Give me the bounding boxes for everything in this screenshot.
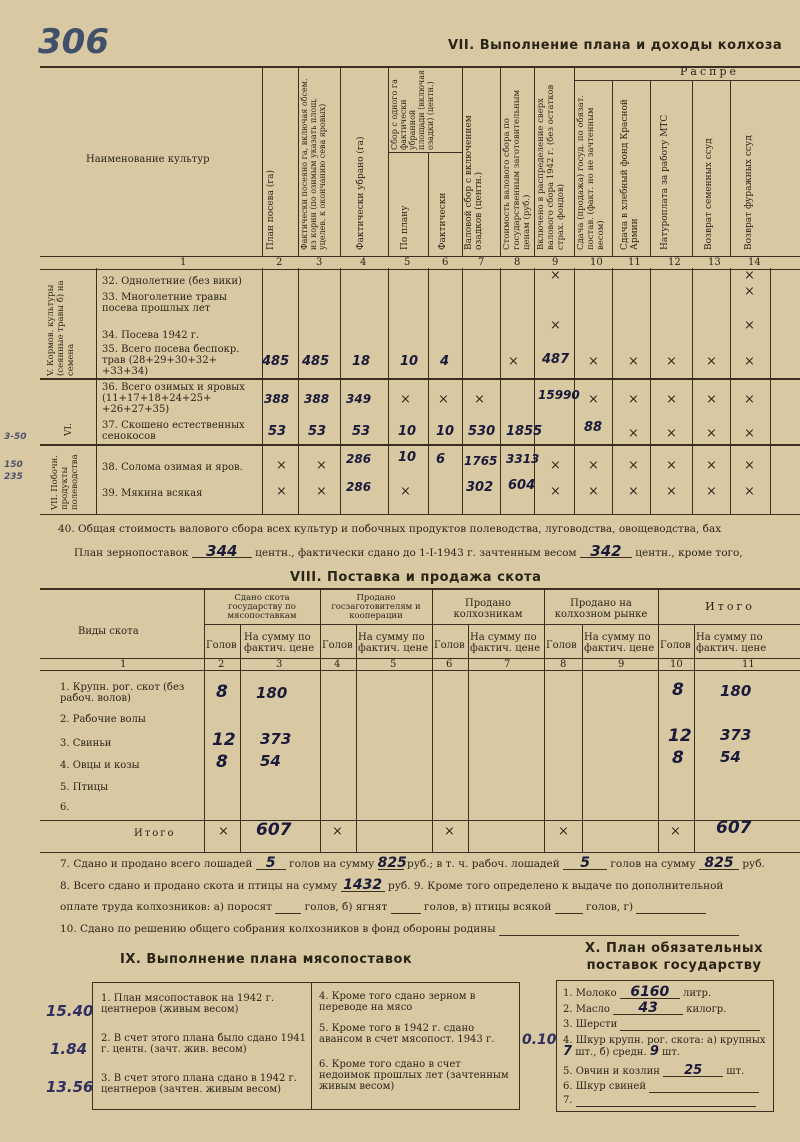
sub-sum-4: На сумму по фактич. цене	[584, 632, 655, 654]
row-34-label: 34. Посева 1942 г.	[102, 330, 200, 341]
sub-heads-3: Голов	[434, 640, 465, 651]
delivery-other: 7.	[563, 1095, 756, 1107]
cattle-sum: 180	[256, 684, 288, 702]
r36-c2: 388	[264, 392, 290, 406]
col-yield-group: Сбор с одного га фактически убранной площади (включая озадки) (центн.)	[390, 69, 435, 150]
col-included-distribution: Включено в распределение сверх валового сбора 1942 г. (без остатков страх. фондов)	[536, 84, 566, 250]
sub-sum-5: На сумму по фактич. цене	[696, 632, 767, 654]
delivery-hides-cattle: 4. Шкур крупн. рог. скота: а) крупных 7 шт., б) средн. 9 шт.	[563, 1035, 766, 1059]
col-gross-value: Стоимость валового сбора по государственным заготовительным ценам (руб.)	[502, 89, 532, 250]
r38-c7: 1765	[464, 454, 498, 468]
meat-plan-item-6: 6. Кроме того сдано в счет недоимок прошлых лет (зачтенным живым весом)	[319, 1059, 509, 1092]
group-vii-label: VII. Побочн. продукты полеводства	[50, 454, 80, 510]
meat-plan-item-2: 2. В счет этого плана было сдано 1941 г. центн. (зачт. жив. весом)	[101, 1033, 307, 1055]
meat-plan-value-2: 1.84	[50, 1040, 88, 1058]
r37-c3: 53	[308, 424, 327, 439]
sub-sum-3: На сумму по фактич. цене	[470, 632, 541, 654]
line-10: 10. Сдано по решению общего собрания колхозников в фонд обороны родины	[60, 924, 739, 936]
line-8: 8. Всего сдано и продано скота и птицы на сумму 1432 руб. 9. Кроме того определено к выдаче по дополнительной	[60, 877, 724, 893]
livestock-row-3-label: 3. Свиньи	[60, 738, 112, 749]
cattle-heads: 8	[216, 682, 228, 702]
r39-c4: 286	[346, 480, 372, 494]
section9-box	[92, 982, 520, 1110]
r37-c10: 88	[584, 420, 603, 435]
livestock-total-label: Итого	[134, 828, 176, 839]
meat-plan-item-1: 1. План мясопоставок на 1942 г. центнеров (живым весом)	[101, 993, 275, 1015]
group-sold-farmers: Продано колхозникам	[453, 598, 523, 620]
meat-plan-value-1: 15.40	[46, 1002, 94, 1020]
sub-heads-2: Голов	[322, 640, 353, 651]
section10-title: X. План обязательных поставок государству	[584, 941, 764, 973]
line-8-cont: оплате труда колхозников: а) поросят голов, б) ягнят голов, в) птицы всякой голов, г)	[60, 902, 706, 914]
row-37-label: 37. Скошено естественных сенокосов	[102, 420, 245, 442]
section10-box	[556, 980, 774, 1112]
col-state-delivery: Сдача (продажа) госуд. по обязат. постав. (факт. но не зачтенным весом)	[576, 94, 606, 250]
sub-sum-2: На сумму по фактич. цене	[358, 632, 429, 654]
col-livestock-kind: Виды скота	[78, 626, 139, 637]
delivery-butter: 2. Масло 43 килогр.	[563, 1000, 727, 1016]
meat-plan-value-5: 0.10	[522, 1032, 557, 1048]
section8-title: VIII. Поставка и продажа скота	[290, 570, 542, 585]
col-yield-plan: По плану	[400, 205, 410, 250]
col-seed-loans: Возврат семенных ссуд	[704, 138, 714, 250]
r35-c5: 10	[400, 354, 419, 369]
cattle-heads-total: 8	[672, 680, 684, 700]
row-36-label: 36. Всего озимых и яровых (11+17+18+24+25+ +26+27+35)	[102, 382, 245, 415]
delivery-wool: 3. Шерсти	[563, 1019, 760, 1031]
section7-title: VII. Выполнение плана и доходы колхоза	[448, 38, 783, 53]
sheep-sum: 54	[260, 752, 281, 770]
sheep-heads-total: 8	[672, 748, 684, 768]
livestock-row-4-label: 4. Овцы и козы	[60, 760, 140, 771]
r36-c8: 15990	[538, 388, 580, 402]
plan-grain-value: 344	[192, 546, 252, 558]
row-32-label: 32. Однолетние (без вики)	[102, 276, 242, 287]
section8-table: Виды скота Сдано скота государству по мясопоставкам Продано госзаготовителям и кооперации Продано колхозникам Продано на колхозном рынке Итого Голов На сумму по фактич. цене Голов На сумму по фактич. цене Голов На сумму по фактич. цене Голов На сумму по фактич. цене Голов На сумму по фактич. цене 1 2 3 4 5 6 7 8 9 10 11 1. Крупн. рог. скот (без рабоч. волов) 2. Рабочие волы 3. Свиньи 4. Овцы и козы 5. Птицы 6. 8 180 12 373 8 54 8 180 12 373 8 54 Итого × 607 × × × × 607	[40, 588, 800, 853]
group-sold-procurement: Продано госзаготовителям и кооперации	[331, 593, 421, 621]
row-35-label: 35. Всего посева беспокр. трав (28+29+30+32+ +33+34)	[102, 344, 240, 377]
meat-plan-item-3: 3. В счет этого плана сдано в 1942 г. центнеров (зачтен. живым весом)	[101, 1073, 297, 1095]
r39-c8: 604	[508, 478, 536, 493]
r35-c4: 18	[352, 354, 371, 369]
meat-plan-item-4: 4. Кроме того сдано зерном в переводе на мясо	[319, 991, 476, 1013]
r37-c4: 53	[352, 424, 371, 439]
section7-body: V. Кормов. культуры (сеянные травы б) на семена VI. VII. Побочн. продукты полеводства 32. Однолетние (без вики) 33. Многолетние травы посева прошлых лет 34. Посева 1942 г. 35. Всего посева беспокр. трав (28+29+30+32+ +33+34) 36. Всего озимых и яровых (11+17+18+24+25+ +26+27+35) 37. Скошено естественных сенокосов 38. Солома озимая и яров. 39. Мякина всякая × × × × × × × × × × × × × × × × × × × × × × × × × × × × × × × × × × × × × × × × 485 485 18 10 4 487 388 388 349 15990 53 53 53 10 10 530 1855 88 286 10 6 1765 3313 286 302 604	[40, 268, 800, 515]
r37-c2: 53	[268, 424, 287, 439]
section7-colnum-row: 1 2 3 4 5 6 7 8 9 10 11 12 13 14	[40, 256, 800, 270]
group-total: Итого	[705, 600, 755, 613]
r36-c4: 349	[346, 392, 372, 406]
sub-heads-4: Голов	[546, 640, 577, 651]
livestock-total-sum-right: 607	[716, 818, 752, 838]
livestock-total-sum: 607	[256, 820, 292, 840]
row-33-label: 33. Многолетние травы посева прошлых лет	[102, 292, 227, 314]
row-38-label: 38. Солома озимая и яров.	[102, 462, 243, 473]
r37-c5: 10	[398, 424, 417, 439]
col-actual-harvested: Фактически убрано (га)	[356, 136, 366, 250]
r38-c6: 6	[436, 452, 446, 467]
r37-c6: 10	[436, 424, 455, 439]
group-sold-market: Продано на колхозном рынке	[554, 598, 648, 620]
margin-note-1: 3-50	[4, 432, 27, 442]
livestock-row-2-label: 2. Рабочие волы	[60, 714, 146, 725]
pigs-heads-total: 12	[668, 726, 692, 746]
line-7: 7. Сдано и продано всего лошадей 5 голов на сумму 825 руб.; в т. ч. рабоч. лошадей 5 голов на сумму 825 руб.	[60, 855, 765, 871]
sheep-sum-total: 54	[720, 748, 741, 766]
delivery-pigskins: 6. Шкур свиней	[563, 1081, 759, 1093]
row-39-label: 39. Мякина всякая	[102, 488, 203, 499]
margin-note-3: 235	[4, 472, 23, 482]
r36-c3: 388	[304, 392, 330, 406]
col-mts-payment: Натуроплата за работу МТС	[660, 114, 670, 250]
r35-c2: 485	[262, 354, 290, 369]
delivery-milk: 1. Молоко 6160 литр.	[563, 984, 712, 1000]
r37-c8: 1855	[506, 424, 543, 439]
livestock-row-6-label: 6.	[60, 802, 70, 813]
line-40: 40. Общая стоимость валового сбора всех культур и побочных продуктов полеводства, луговодства, овощеводства, бах	[58, 523, 722, 535]
cattle-sum-total: 180	[720, 682, 752, 700]
pigs-sum: 373	[260, 730, 292, 748]
plan-grain-line: План зернопоставок 344 центн., фактически сдано до 1-I-1943 г. зачтенным весом 342 центн., кроме того,	[74, 542, 743, 560]
livestock-row-5-label: 5. Птицы	[60, 782, 109, 793]
sub-heads-5: Голов	[660, 640, 691, 651]
r37-c7: 530	[468, 424, 496, 439]
r39-c7: 302	[466, 480, 494, 495]
livestock-row-1-label: 1. Крупн. рог. скот (без рабоч. волов)	[60, 682, 185, 704]
margin-note-2: 150	[4, 460, 23, 470]
group-v-label: V. Кормов. культуры (сеянные травы б) на семена	[46, 280, 76, 376]
page-number-handwritten: 306	[38, 22, 109, 62]
distribution-label: Распре	[680, 65, 740, 78]
col-red-army-fund: Сдача в хлебный фонд Красной Армии	[620, 99, 640, 250]
group-vi-label: VI.	[64, 423, 74, 436]
col-yield-actual: Фактически	[438, 192, 448, 250]
pigs-sum-total: 373	[720, 726, 752, 744]
sub-sum-1: На сумму по фактич. цене	[244, 632, 315, 654]
pigs-heads: 12	[212, 730, 236, 750]
col-gross-harvest: Валовой сбор с включением озадков (центн.)	[464, 115, 484, 250]
group-state-delivery: Сдано скота государству по мясопоставкам	[227, 593, 297, 621]
section7-header	[40, 66, 800, 256]
r38-c8: 3313	[506, 452, 540, 466]
col-fodder-loans: Возврат фуражных ссуд	[744, 135, 754, 250]
section9-title: IX. Выполнение плана мясопоставок	[120, 952, 413, 967]
sub-heads-1: Голов	[206, 640, 237, 651]
col-actual-sown: Фактически посеяно га, включая обсем. из корни (по озимым указать площ. уцелев. к окончанию сева яровых)	[300, 78, 327, 250]
r35-c3: 485	[302, 354, 330, 369]
r35-c8: 487	[542, 352, 570, 367]
meat-plan-item-5: 5. Кроме того в 1942 г. сдано авансом в счет мясопост. 1943 г.	[319, 1023, 495, 1045]
column-name-header: Наименование культур	[86, 154, 210, 165]
actual-grain-value: 342	[580, 546, 632, 558]
col-plan-sowing: План посева (га)	[266, 170, 276, 250]
r35-c6: 4	[440, 354, 450, 369]
r38-c5: 10	[398, 450, 417, 465]
r38-c4: 286	[346, 452, 372, 466]
meat-plan-value-3: 13.56	[46, 1078, 94, 1096]
sheep-heads: 8	[216, 752, 228, 772]
delivery-sheepskins: 5. Овчин и козлин 25 шт.	[563, 1063, 745, 1078]
